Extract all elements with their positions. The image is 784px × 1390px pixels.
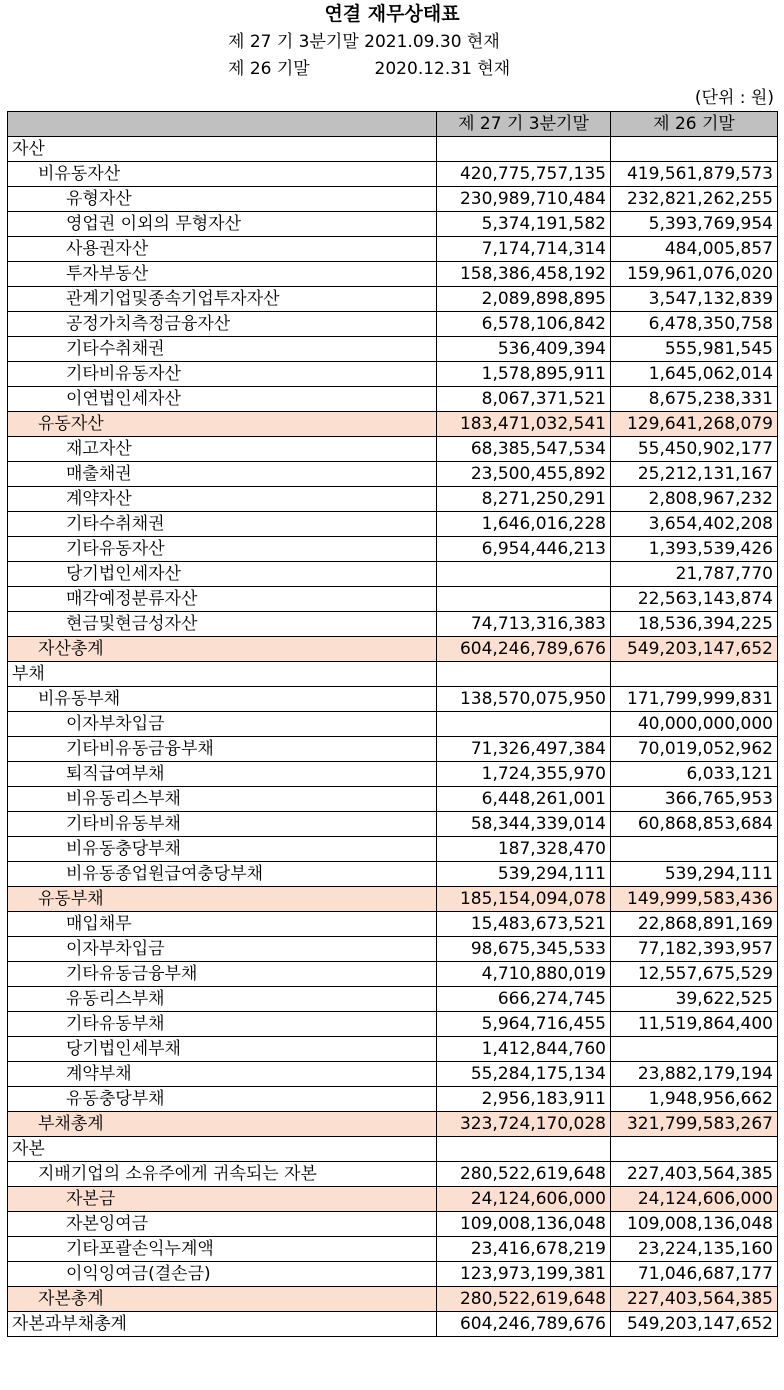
prior-period-value: 60,868,853,684 — [611, 812, 778, 837]
current-period-value: 1,646,016,228 — [437, 512, 611, 537]
row-label: 기타비유동자산 — [8, 362, 437, 387]
table-row — [8, 587, 778, 612]
prior-period-value — [611, 1137, 778, 1162]
table-row — [8, 1087, 778, 1112]
current-period-value: 604,246,789,676 — [437, 1312, 611, 1337]
current-period-value: 604,246,789,676 — [437, 637, 611, 662]
prior-period-value: 227,403,564,385 — [611, 1287, 778, 1312]
current-period-value: 74,713,316,383 — [437, 612, 611, 637]
prior-period-value: 12,557,675,529 — [611, 962, 778, 987]
prior-period-value: 419,561,879,573 — [611, 162, 778, 187]
unit-label: (단위 : 원) — [694, 88, 774, 108]
prior-period-value: 5,393,769,954 — [611, 212, 778, 237]
prior-period-value: 232,821,262,255 — [611, 187, 778, 212]
prior-period-value: 484,005,857 — [611, 237, 778, 262]
current-period-value: 280,522,619,648 — [437, 1162, 611, 1187]
row-label: 자본 — [8, 1137, 437, 1162]
current-period-value: 58,344,339,014 — [437, 812, 611, 837]
prior-period-value: 8,675,238,331 — [611, 387, 778, 412]
table-row — [8, 1262, 778, 1287]
table-row — [8, 637, 778, 662]
prior-period-value: 171,799,999,831 — [611, 687, 778, 712]
table-row — [8, 987, 778, 1012]
current-period-value: 2,956,183,911 — [437, 1087, 611, 1112]
current-period-value: 1,412,844,760 — [437, 1037, 611, 1062]
prior-period-value: 549,203,147,652 — [611, 637, 778, 662]
current-period-value: 666,274,745 — [437, 987, 611, 1012]
row-label: 기타수취채권 — [8, 512, 437, 537]
current-period-value: 158,386,458,192 — [437, 262, 611, 287]
prior-period-value: 555,981,545 — [611, 337, 778, 362]
prior-period-value: 1,948,956,662 — [611, 1087, 778, 1112]
table-row — [8, 962, 778, 987]
table-row — [8, 737, 778, 762]
row-label: 기타포괄손익누계액 — [8, 1237, 437, 1262]
current-period-value: 123,973,199,381 — [437, 1262, 611, 1287]
current-period-value: 187,328,470 — [437, 837, 611, 862]
header-current-period: 제 27 기 3분기말 — [437, 112, 611, 137]
table-row — [8, 837, 778, 862]
header-prior-period: 제 26 기말 — [611, 112, 778, 137]
current-period-value: 183,471,032,541 — [437, 412, 611, 437]
row-label: 관계기업및종속기업투자자산 — [8, 287, 437, 312]
prior-period-value: 1,393,539,426 — [611, 537, 778, 562]
current-period-value — [437, 712, 611, 737]
table-header-row — [8, 112, 778, 137]
table-row — [8, 387, 778, 412]
table-row — [8, 1137, 778, 1162]
row-label: 자본금 — [8, 1187, 437, 1212]
prior-period-value: 2,808,967,232 — [611, 487, 778, 512]
table-row — [8, 512, 778, 537]
row-label: 당기법인세자산 — [8, 562, 437, 587]
table-row — [8, 1012, 778, 1037]
row-label: 비유동자산 — [8, 162, 437, 187]
current-period-value: 323,724,170,028 — [437, 1112, 611, 1137]
row-label: 자산 — [8, 137, 437, 162]
row-label: 지배기업의 소유주에게 귀속되는 자본 — [8, 1162, 437, 1187]
table-row — [8, 237, 778, 262]
row-label: 퇴직급여부채 — [8, 762, 437, 787]
table-body — [8, 137, 778, 1337]
row-label: 이연법인세자산 — [8, 387, 437, 412]
row-label: 유형자산 — [8, 187, 437, 212]
table-row — [8, 487, 778, 512]
row-label: 매입채무 — [8, 912, 437, 937]
row-label: 기타비유동금융부채 — [8, 737, 437, 762]
row-label: 재고자산 — [8, 437, 437, 462]
current-period-value: 4,710,880,019 — [437, 962, 611, 987]
table-row — [8, 1162, 778, 1187]
prior-period-value — [611, 137, 778, 162]
row-label: 계약부채 — [8, 1062, 437, 1087]
current-period-value: 8,067,371,521 — [437, 387, 611, 412]
current-period-value: 536,409,394 — [437, 337, 611, 362]
prior-period-value: 6,478,350,758 — [611, 312, 778, 337]
row-label: 사용권자산 — [8, 237, 437, 262]
table-row — [8, 687, 778, 712]
current-period-value: 7,174,714,314 — [437, 237, 611, 262]
row-label: 기타수취채권 — [8, 337, 437, 362]
current-period-value — [437, 1137, 611, 1162]
row-label: 기타유동자산 — [8, 537, 437, 562]
row-label: 매각예정분류자산 — [8, 587, 437, 612]
table-row — [8, 912, 778, 937]
prior-period-value: 22,868,891,169 — [611, 912, 778, 937]
row-label: 비유동부채 — [8, 687, 437, 712]
table-row — [8, 937, 778, 962]
period-current: 제 27 기 3분기말 2021.09.30 현재 — [228, 32, 500, 52]
row-label: 기타유동부채 — [8, 1012, 437, 1037]
row-label: 투자부동산 — [8, 262, 437, 287]
row-label: 자본잉여금 — [8, 1212, 437, 1237]
table-row — [8, 662, 778, 687]
row-label: 계약자산 — [8, 487, 437, 512]
table-row — [8, 862, 778, 887]
prior-period-value: 3,654,402,208 — [611, 512, 778, 537]
row-label: 유동자산 — [8, 412, 437, 437]
table-row — [8, 1112, 778, 1137]
header-item — [8, 112, 437, 137]
current-period-value: 6,448,261,001 — [437, 787, 611, 812]
current-period-value: 230,989,710,484 — [437, 187, 611, 212]
table-row — [8, 437, 778, 462]
prior-period-value: 25,212,131,167 — [611, 462, 778, 487]
current-period-value: 138,570,075,950 — [437, 687, 611, 712]
current-period-value: 71,326,497,384 — [437, 737, 611, 762]
current-period-value: 23,416,678,219 — [437, 1237, 611, 1262]
statement-title: 연결 재무상태표 — [324, 3, 460, 25]
table-row — [8, 562, 778, 587]
current-period-value: 55,284,175,134 — [437, 1062, 611, 1087]
table-row — [8, 362, 778, 387]
table-row — [8, 212, 778, 237]
row-label: 기타비유동부채 — [8, 812, 437, 837]
row-label: 이자부차입금 — [8, 937, 437, 962]
table-row — [8, 1237, 778, 1262]
prior-period-value: 227,403,564,385 — [611, 1162, 778, 1187]
current-period-value: 1,578,895,911 — [437, 362, 611, 387]
row-label: 당기법인세부채 — [8, 1037, 437, 1062]
prior-period-value: 149,999,583,436 — [611, 887, 778, 912]
table-row — [8, 612, 778, 637]
current-period-value — [437, 662, 611, 687]
prior-period-value: 23,882,179,194 — [611, 1062, 778, 1087]
table-row — [8, 787, 778, 812]
table-row — [8, 287, 778, 312]
row-label: 유동리스부채 — [8, 987, 437, 1012]
current-period-value: 23,500,455,892 — [437, 462, 611, 487]
prior-period-value: 6,033,121 — [611, 762, 778, 787]
row-label: 자본과부채총계 — [8, 1312, 437, 1337]
prior-period-value: 3,547,132,839 — [611, 287, 778, 312]
prior-period-value: 71,046,687,177 — [611, 1262, 778, 1287]
current-period-value: 24,124,606,000 — [437, 1187, 611, 1212]
current-period-value: 5,374,191,582 — [437, 212, 611, 237]
prior-period-value: 24,124,606,000 — [611, 1187, 778, 1212]
prior-period-value: 22,563,143,874 — [611, 587, 778, 612]
row-label: 유동부채 — [8, 887, 437, 912]
current-period-value: 1,724,355,970 — [437, 762, 611, 787]
table-row — [8, 887, 778, 912]
prior-period-value: 109,008,136,048 — [611, 1212, 778, 1237]
prior-period-value: 21,787,770 — [611, 562, 778, 587]
prior-period-value: 549,203,147,652 — [611, 1312, 778, 1337]
row-label: 기타유동금융부채 — [8, 962, 437, 987]
current-period-value: 68,385,547,534 — [437, 437, 611, 462]
current-period-value: 98,675,345,533 — [437, 937, 611, 962]
prior-period-value: 70,019,052,962 — [611, 737, 778, 762]
table-row — [8, 312, 778, 337]
current-period-value: 8,271,250,291 — [437, 487, 611, 512]
prior-period-value: 366,765,953 — [611, 787, 778, 812]
row-label: 부채 — [8, 662, 437, 687]
prior-period-value: 11,519,864,400 — [611, 1012, 778, 1037]
table-row — [8, 137, 778, 162]
table-row — [8, 412, 778, 437]
current-period-value — [437, 587, 611, 612]
table-row — [8, 762, 778, 787]
table-row — [8, 1062, 778, 1087]
current-period-value: 6,954,446,213 — [437, 537, 611, 562]
prior-period-value: 18,536,394,225 — [611, 612, 778, 637]
row-label: 유동충당부채 — [8, 1087, 437, 1112]
current-period-value: 185,154,094,078 — [437, 887, 611, 912]
row-label: 자산총계 — [8, 637, 437, 662]
row-label: 이자부차입금 — [8, 712, 437, 737]
table-row — [8, 537, 778, 562]
row-label: 공정가치측정금융자산 — [8, 312, 437, 337]
row-label: 자본총계 — [8, 1287, 437, 1312]
current-period-value — [437, 562, 611, 587]
current-period-value: 2,089,898,895 — [437, 287, 611, 312]
prior-period-value: 129,641,268,079 — [611, 412, 778, 437]
table-row — [8, 712, 778, 737]
prior-period-value: 23,224,135,160 — [611, 1237, 778, 1262]
row-label: 영업권 이외의 무형자산 — [8, 212, 437, 237]
prior-period-value: 159,961,076,020 — [611, 262, 778, 287]
table-row — [8, 337, 778, 362]
row-label: 매출채권 — [8, 462, 437, 487]
table-row — [8, 187, 778, 212]
current-period-value — [437, 137, 611, 162]
balance-sheet-table — [7, 111, 778, 1337]
row-label: 비유동종업원급여충당부채 — [8, 862, 437, 887]
table-row — [8, 1312, 778, 1337]
prior-period-value: 539,294,111 — [611, 862, 778, 887]
table-row — [8, 812, 778, 837]
current-period-value: 109,008,136,048 — [437, 1212, 611, 1237]
prior-period-value — [611, 662, 778, 687]
current-period-value: 5,964,716,455 — [437, 1012, 611, 1037]
prior-period-value: 40,000,000,000 — [611, 712, 778, 737]
table-row — [8, 262, 778, 287]
row-label: 부채총계 — [8, 1112, 437, 1137]
table-row — [8, 462, 778, 487]
prior-period-value: 1,645,062,014 — [611, 362, 778, 387]
prior-period-value — [611, 1037, 778, 1062]
table-row — [8, 1212, 778, 1237]
table-row — [8, 1287, 778, 1312]
prior-period-value: 39,622,525 — [611, 987, 778, 1012]
row-label: 비유동충당부채 — [8, 837, 437, 862]
row-label: 이익잉여금(결손금) — [8, 1262, 437, 1287]
prior-period-value: 77,182,393,957 — [611, 937, 778, 962]
table-row — [8, 1187, 778, 1212]
table-row — [8, 1037, 778, 1062]
row-label: 비유동리스부채 — [8, 787, 437, 812]
prior-period-value: 321,799,583,267 — [611, 1112, 778, 1137]
prior-period-value: 55,450,902,177 — [611, 437, 778, 462]
period-prior: 제 26 기말 2020.12.31 현재 — [228, 59, 511, 79]
current-period-value: 420,775,757,135 — [437, 162, 611, 187]
current-period-value: 6,578,106,842 — [437, 312, 611, 337]
current-period-value: 15,483,673,521 — [437, 912, 611, 937]
row-label: 현금및현금성자산 — [8, 612, 437, 637]
prior-period-value — [611, 837, 778, 862]
current-period-value: 280,522,619,648 — [437, 1287, 611, 1312]
table-row — [8, 162, 778, 187]
current-period-value: 539,294,111 — [437, 862, 611, 887]
